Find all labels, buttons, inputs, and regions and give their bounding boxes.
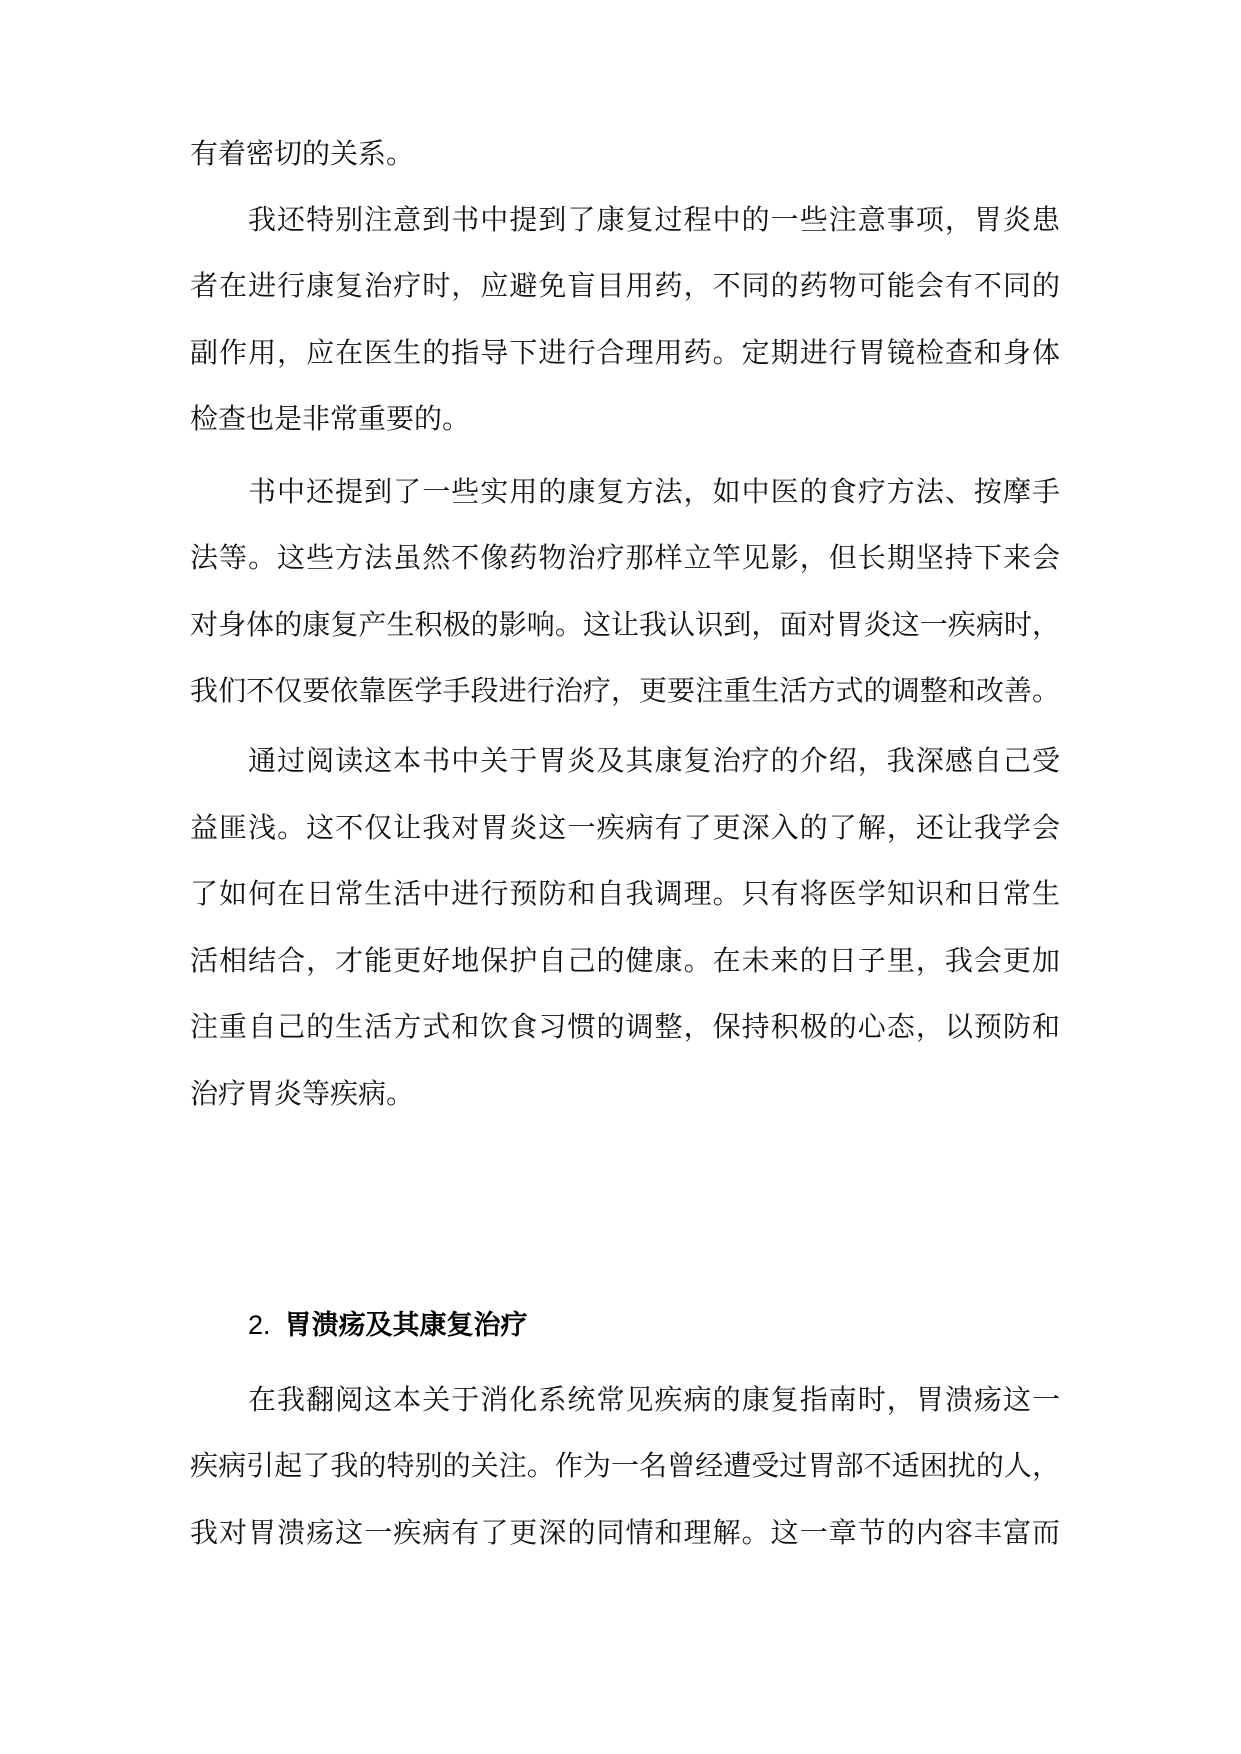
section-heading [248,1305,528,1345]
paragraph-line: 书中还提到了一些实用的康复方法，如中医的食疗方法、按摩手 [248,475,1060,508]
paragraph-line: 了如何在日常生活中进行预防和自我调理。只有将医学知识和日常生 [190,877,1060,910]
paragraph-line: 者在进行康复治疗时，应避免盲目用药，不同的药物可能会有不同的 [190,269,1060,302]
paragraph-line: 在我翻阅这本关于消化系统常见疾病的康复指南时，胃溃疡这一 [248,1383,1060,1416]
paragraph-line: 治疗胃炎等疾病。 [190,1077,415,1110]
paragraph-line: 益匪浅。这不仅让我对胃炎这一疾病有了更深入的了解，还让我学会 [190,811,1060,844]
paragraph-line: 法等。这些方法虽然不像药物治疗那样立竿见影，但长期坚持下来会 [190,541,1060,574]
section-number: 2. [248,1310,271,1340]
section-title: 胃溃疡及其康复治疗 [284,1310,528,1341]
paragraph-line: 我还特别注意到书中提到了康复过程中的一些注意事项，胃炎患 [248,203,1060,236]
paragraph-line: 副作用，应在医生的指导下进行合理用药。定期进行胃镜检查和身体 [190,336,1060,369]
paragraph-line: 注重自己的生活方式和饮食习惯的调整，保持积极的心态，以预防和 [190,1010,1060,1043]
paragraph-line: 对身体的康复产生积极的影响。这让我认识到，面对胃炎这一疾病时， [190,608,1060,641]
paragraph-line: 我们不仅要依靠医学手段进行治疗，更要注重生活方式的调整和改善。 [190,674,1060,707]
paragraph-line: 活相结合，才能更好地保护自己的健康。在未来的日子里，我会更加 [190,944,1060,977]
paragraph-line: 疾病引起了我的特别的关注。作为一名曾经遭受过胃部不适困扰的人， [190,1449,1060,1482]
paragraph-line: 有着密切的关系。 [190,137,415,170]
paragraph-line: 我对胃溃疡这一疾病有了更深的同情和理解。这一章节的内容丰富而 [190,1516,1060,1549]
paragraph-line: 通过阅读这本书中关于胃炎及其康复治疗的介绍，我深感自己受 [248,744,1060,777]
paragraph-line: 检查也是非常重要的。 [190,402,471,435]
